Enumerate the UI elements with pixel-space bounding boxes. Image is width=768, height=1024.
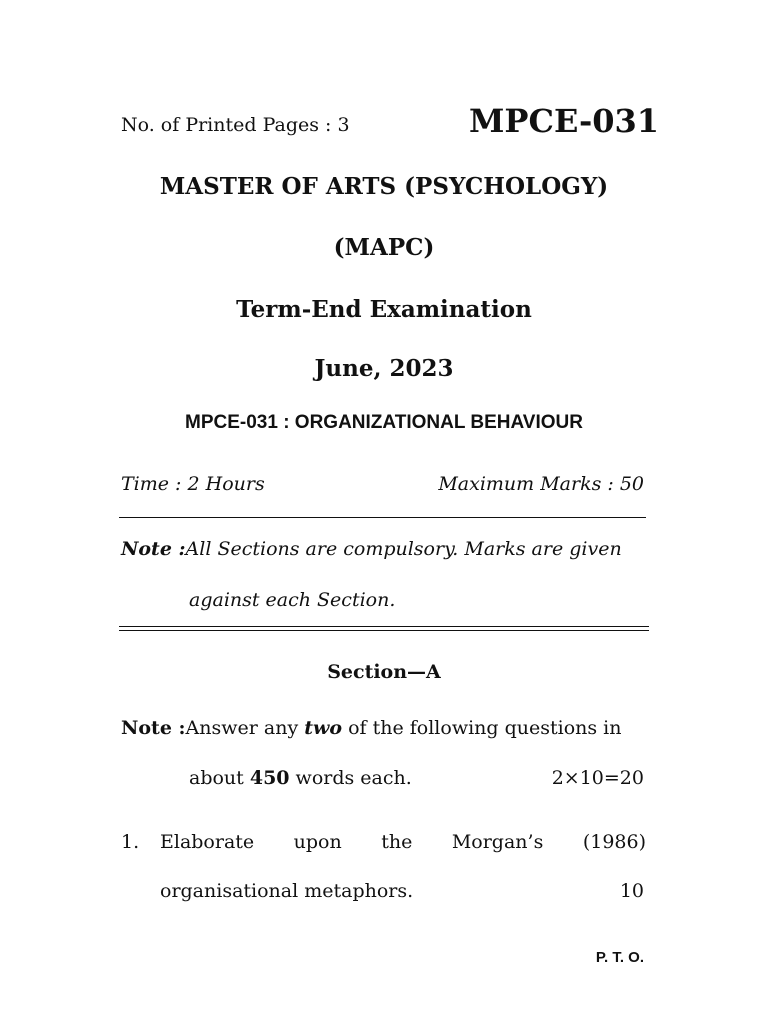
question-text-line-2: organisational metaphors. bbox=[160, 880, 414, 902]
question-word: upon bbox=[293, 831, 342, 853]
general-note-label: Note : bbox=[121, 538, 186, 560]
section-a-marks-scheme: 2×10=20 bbox=[551, 767, 644, 789]
question-text-line-1 bbox=[160, 831, 646, 853]
exam-date: June, 2023 bbox=[314, 355, 454, 382]
general-note-text: All Sections are compulsory. Marks are given bbox=[185, 538, 622, 560]
section-a-word-count: 450 bbox=[249, 767, 290, 789]
section-a-note-text-1: Answer any bbox=[185, 717, 305, 739]
exam-time: Time : 2 Hours bbox=[121, 473, 265, 495]
program-code: (MAPC) bbox=[333, 234, 435, 261]
question-number: 1. bbox=[121, 831, 140, 853]
section-a-note-emphasis: two bbox=[304, 717, 343, 739]
section-a-note-cont-2: words each. bbox=[289, 767, 412, 789]
degree-title: MASTER OF ARTS (PSYCHOLOGY) bbox=[159, 173, 609, 200]
question-word: the bbox=[381, 831, 413, 853]
general-note-continuation: against each Section. bbox=[189, 589, 396, 611]
general-note bbox=[121, 538, 622, 560]
divider-double bbox=[119, 626, 649, 631]
divider-single bbox=[119, 517, 646, 518]
section-a-note-label: Note : bbox=[121, 717, 186, 739]
question-word: Morgan’s bbox=[451, 831, 544, 853]
question-word: Elaborate bbox=[160, 831, 255, 853]
question-marks: 10 bbox=[619, 880, 644, 902]
printed-pages-count: No. of Printed Pages : 3 bbox=[121, 114, 350, 136]
section-a-title: Section—A bbox=[327, 661, 441, 683]
exam-title: Term-End Examination bbox=[236, 296, 532, 323]
section-a-note-continuation bbox=[189, 767, 412, 789]
section-a-note-text-2: of the following questions in bbox=[342, 717, 622, 739]
section-a-note-cont-1: about bbox=[189, 767, 250, 789]
paper-code: MPCE-031 bbox=[469, 102, 660, 140]
section-a-note bbox=[121, 717, 621, 739]
question-word: (1986) bbox=[582, 831, 646, 853]
pto-label: P. T. O. bbox=[595, 949, 644, 966]
course-title: MPCE-031 : ORGANIZATIONAL BEHAVIOUR bbox=[185, 412, 583, 433]
maximum-marks: Maximum Marks : 50 bbox=[438, 473, 644, 495]
